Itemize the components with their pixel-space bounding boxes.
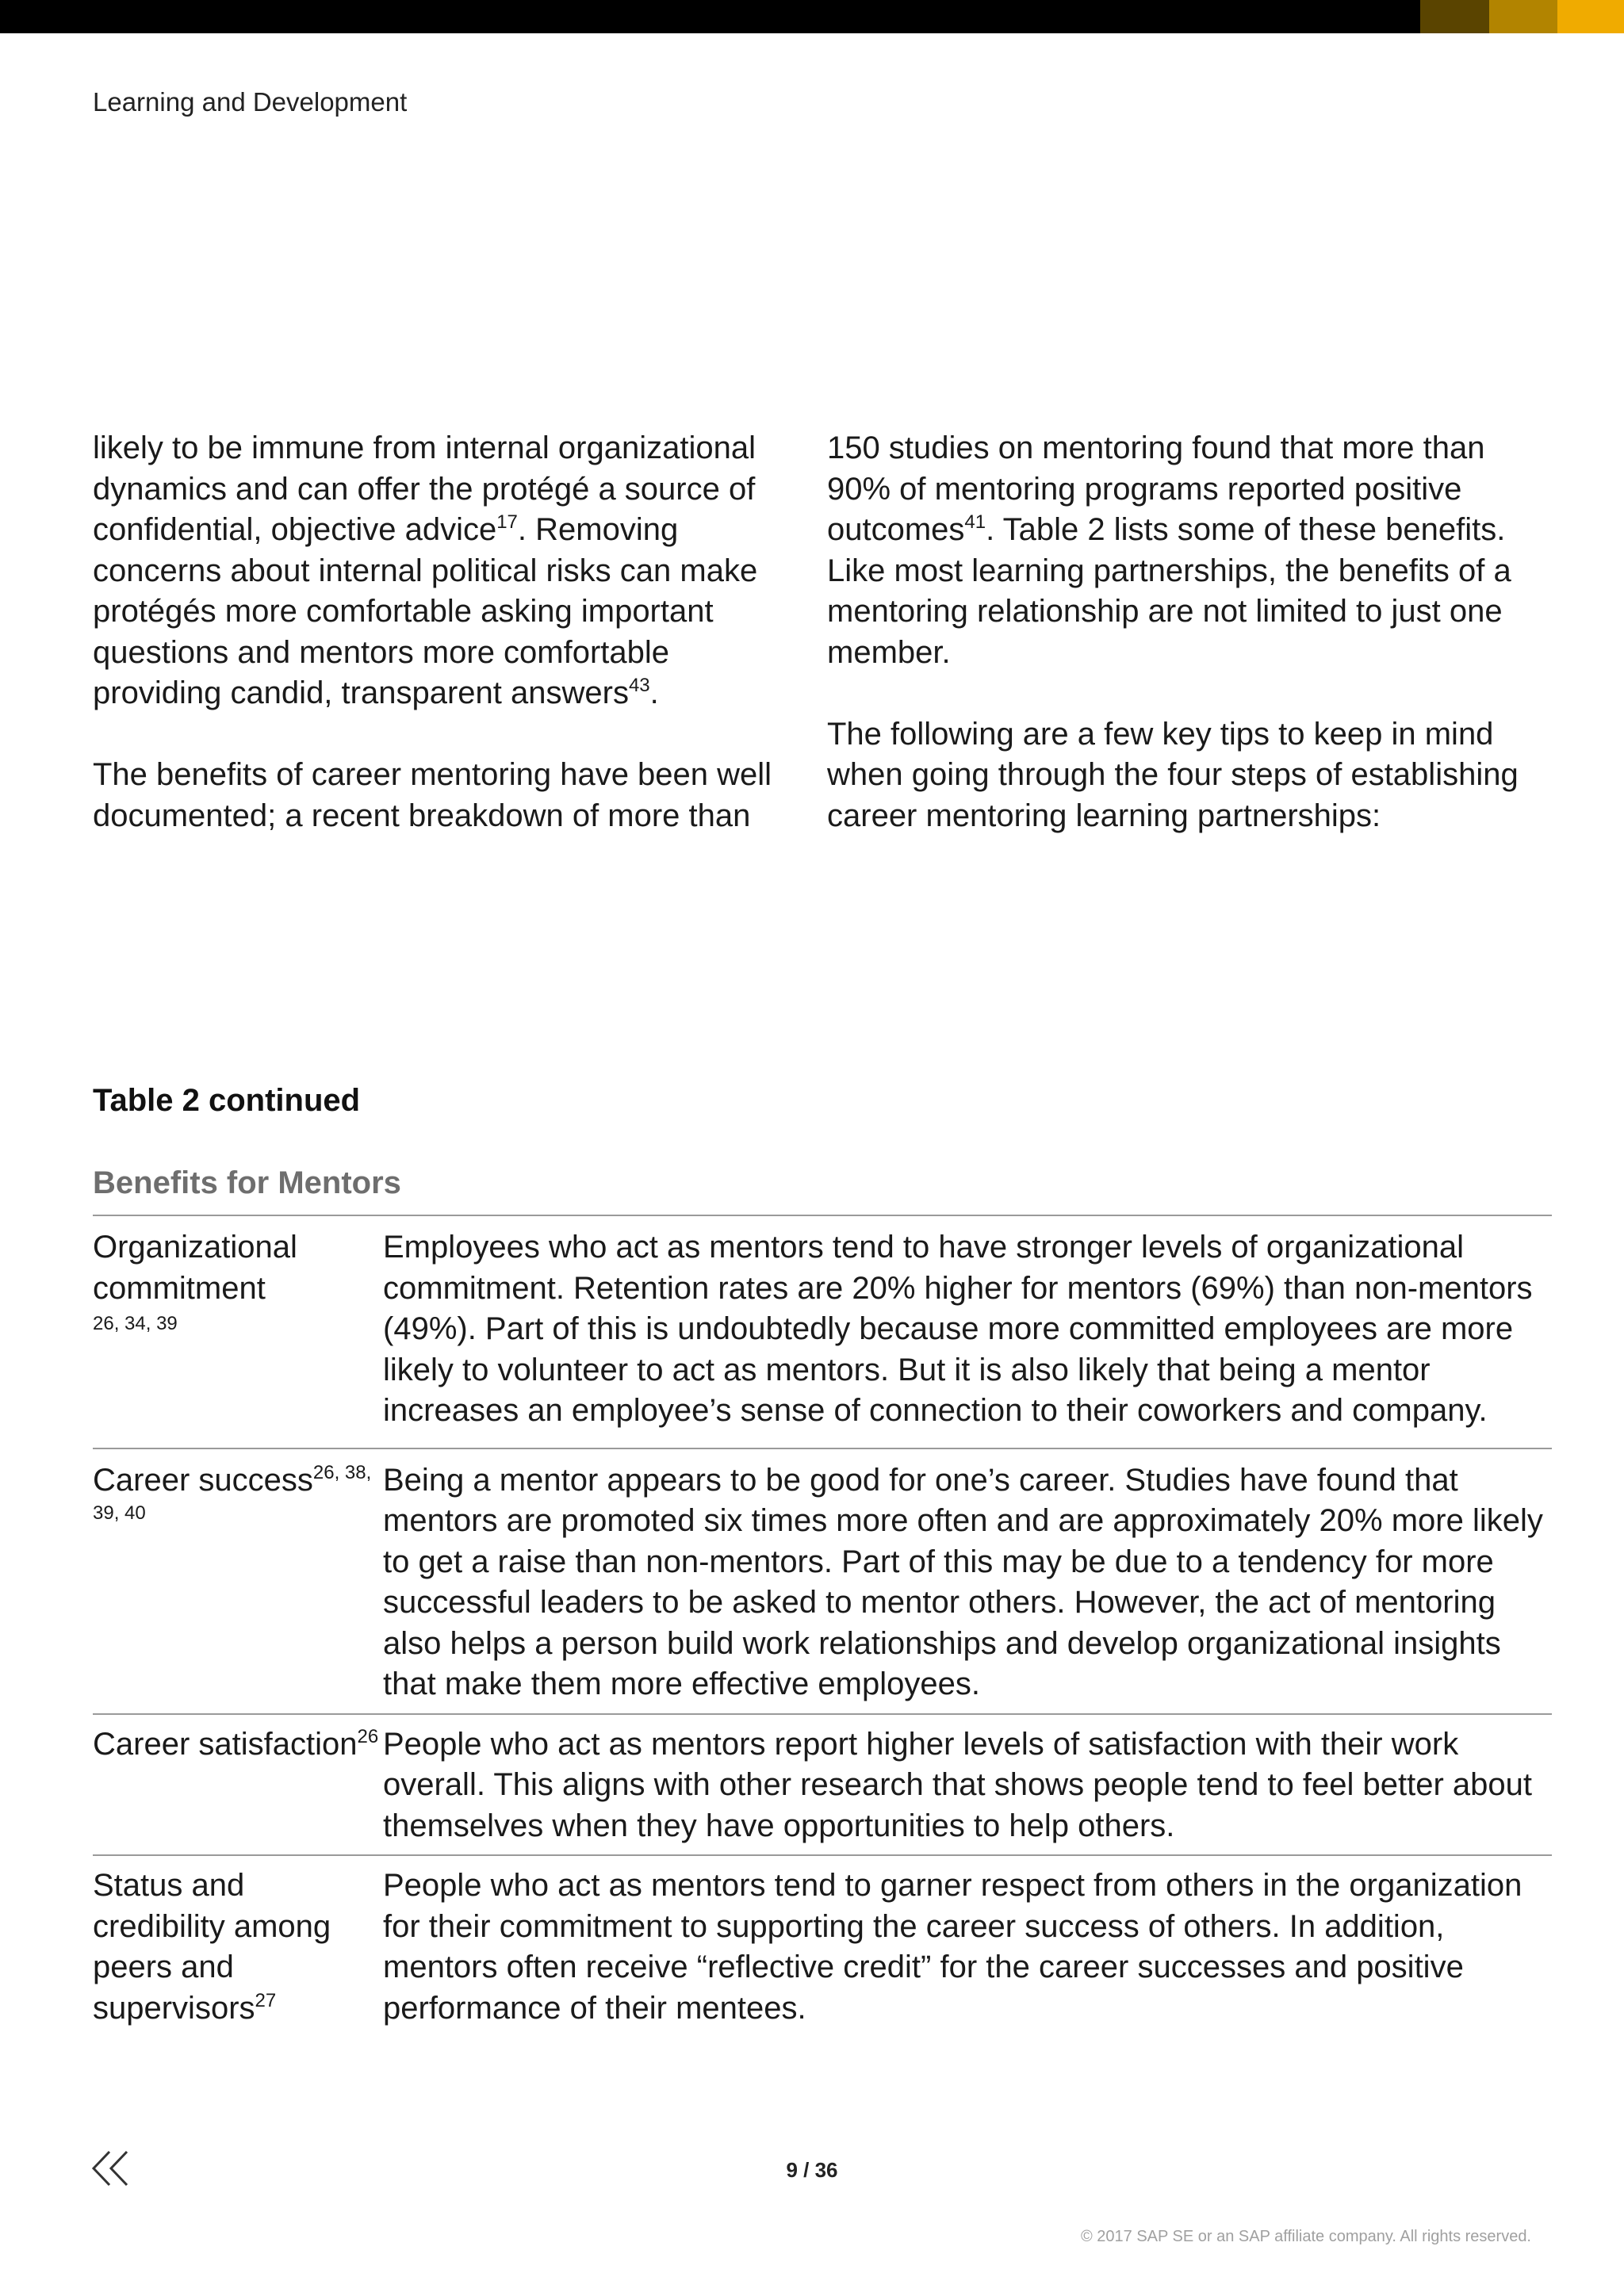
section-label: Learning and Development	[93, 87, 408, 117]
table-row	[93, 1856, 1552, 2037]
brand-accent-mid	[1489, 0, 1557, 33]
table-row	[93, 1449, 1552, 1715]
benefit-term: Career satisfaction$^{26}$	[93, 1725, 379, 1762]
body-paragraph: 150 studies on mentoring found that more than 90% of mentoring programs reported positive outcomes$^{41}$. Table 2 lists some of these benefits. Like most learning partnerships, the benefits of a mentoring relationship are not limited to just one member.	[827, 430, 1511, 670]
footnote-ref: 41	[964, 511, 986, 533]
copyright-notice: © 2017 SAP SE or an SAP affiliate company. All rights reserved.	[1080, 2228, 1531, 2245]
footnote-ref: 43	[628, 675, 650, 696]
table-row	[93, 1216, 1552, 1449]
body-column-right	[827, 428, 1525, 878]
footnote-ref: 27	[255, 1989, 277, 2011]
benefit-description: Employees who act as mentors tend to have stronger levels of organizational commitment. Retention rates are 20% higher for mentors (69%) than non-mentors (49%). Part of this is undoubtedly because more committed employees are more likely to volunteer to act as mentors. But it is also likely that being a mentor increases an employee’s sense of connection to their coworkers and company.	[383, 1230, 1533, 1428]
body-paragraph: likely to be immune from internal organizational dynamics and can offer the protégé a source of confidential, objective advice$^{17}$. Removing concerns about internal political risks can make protégés more comfortable asking important questions and mentors more comfortable providing candid, transparent answers$^{43}$.	[93, 430, 758, 710]
table-row	[93, 1715, 1552, 1857]
benefit-term: Organizational commitment 26, 34, 39	[93, 1227, 383, 1432]
benefit-description: People who act as mentors tend to garner respect from others in the organization for their commitment to supporting the career success of others. In addition, mentors often receive “reflective credit” for the career successes and positive performance of their mentees.	[383, 1868, 1522, 2026]
benefit-term: Status and credibility among peers and supervisors$^{27}$	[93, 1868, 331, 2026]
footnote-ref: 26	[357, 1725, 379, 1747]
body-column-left	[93, 428, 791, 878]
benefits-table	[93, 1216, 1552, 2037]
top-brand-bar	[0, 0, 1624, 33]
brand-accent-dark	[1420, 0, 1489, 33]
benefit-term: Career success$^{26, 38, 39, 40}$	[93, 1461, 372, 1524]
footnote-ref: 26, 34, 39	[93, 1313, 178, 1334]
footnote-ref: 26, 38, 39, 40	[93, 1461, 372, 1524]
table-subtitle: Benefits for Mentors	[93, 1165, 401, 1200]
body-paragraph: The benefits of career mentoring have been well documented; a recent breakdown of more than	[93, 757, 772, 833]
benefit-description: Being a mentor appears to be good for one’s career. Studies have found that mentors are promoted six times more often and are approximately 20% more likely to get a raise than non-mentors. Part of this may be due to a tendency for more successful leaders to be asked to mentor others. However, the act of mentoring also helps a person build work relationships and develop organizational insights that make them more effective employees.	[383, 1462, 1543, 1701]
body-paragraph: The following are a few key tips to keep in mind when going through the four steps of establishing career mentoring learning partnerships:	[827, 716, 1519, 833]
table-title: Table 2 continued	[93, 1083, 361, 1118]
benefit-description: People who act as mentors report higher levels of satisfaction with their work overall. This aligns with other research that shows people tend to feel better about themselves when they have opportunities to help others.	[383, 1726, 1533, 1843]
brand-accent-light	[1557, 0, 1624, 33]
footnote-ref: 17	[496, 511, 518, 533]
page-indicator: 9 / 36	[786, 2158, 838, 2182]
